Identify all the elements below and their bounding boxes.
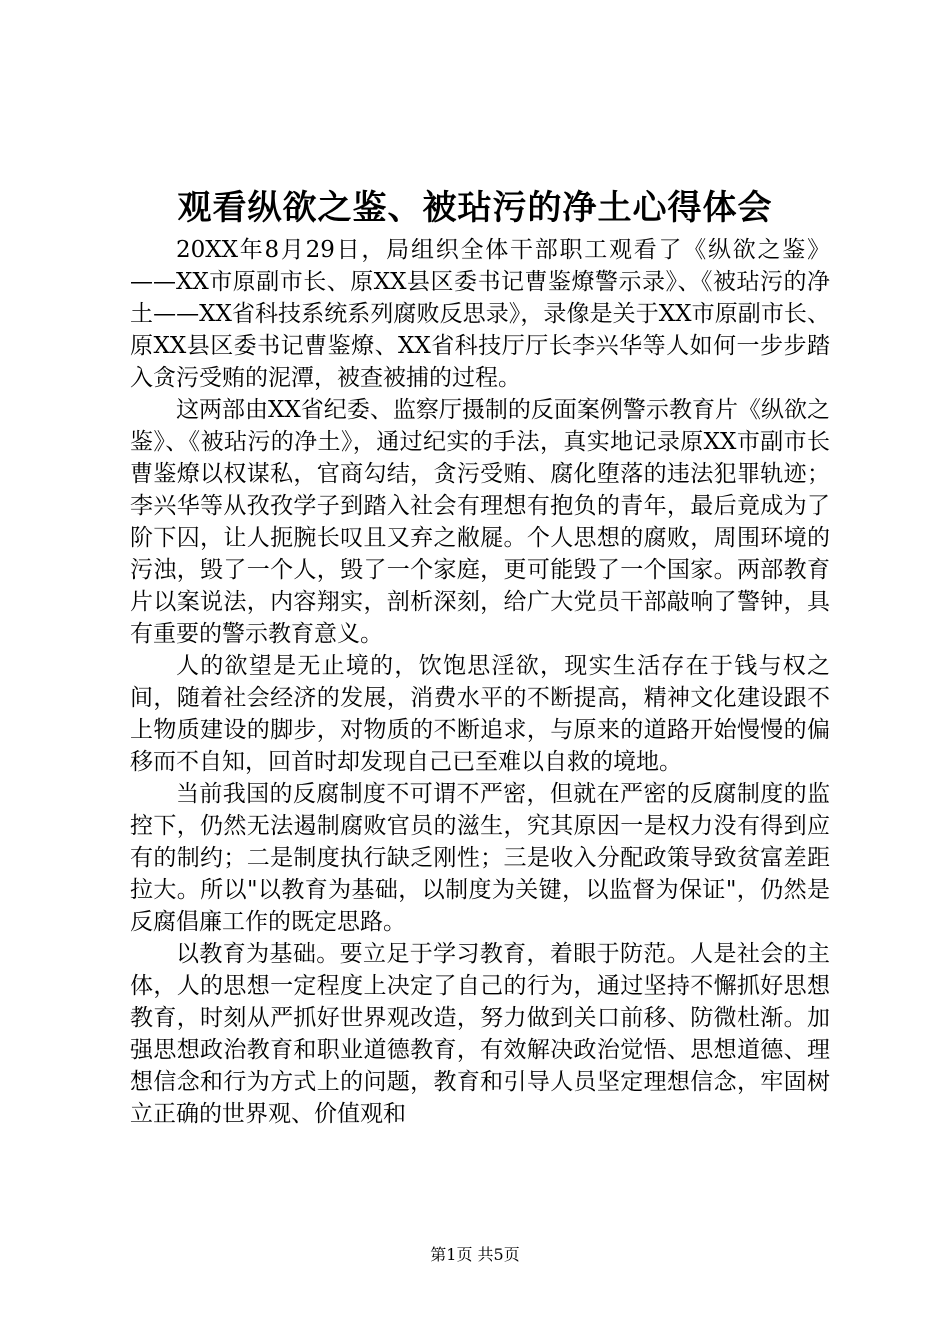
document-title: 观看纵欲之鉴、被玷污的净土心得体会 — [177, 188, 773, 228]
paragraph-3: 人的欲望是无止境的，饮饱思淫欲，现实生活存在于钱与权之间，随着社会经济的发展，消费水平的不断提高，精神文化建设跟不上物质建设的脚步，对物质的不断追求，与原来的道路开始慢慢的偏移而不自知，回首时却发现自己已至难以自救的境地。 — [130, 653, 830, 775]
paragraph-4: 当前我国的反腐制度不可谓不严密，但就在严密的反腐制度的监控下，仍然无法遏制腐败官员的滋生，究其原因一是权力没有得到应有的制约；二是制度执行缺乏刚性；三是收入分配政策导致贫富差距拉大。所以"以教育为基础，以制度为关键，以监督为保证"，仍然是反腐倡廉工作的既定思路。 — [130, 781, 830, 935]
document-body — [130, 234, 830, 1130]
page-number-footer: 第1页 共5页 — [430, 1245, 520, 1264]
paragraph-1: 20XX年8月29日，局组织全体干部职工观看了《纵欲之鉴》——XX市原副市长、原XX县区委书记曹鉴燎警示录》、《被玷污的净土——XX省科技系统系列腐败反思录》，录像是关于XX市原副市长、原XX县区委书记曹鉴燎、XX省科技厅厅长李兴华等人如何一步步踏入贪污受贿的泥潭，被查被捕的过程。 — [130, 237, 830, 391]
paragraph-2: 这两部由XX省纪委、监察厅摄制的反面案例警示教育片《纵欲之鉴》、《被玷污的净土》，通过纪实的手法，真实地记录原XX市副市长曹鉴燎以权谋私，官商勾结，贪污受贿、腐化堕落的违法犯罪轨迹；李兴华等从孜孜学子到踏入社会有理想有抱负的青年，最后竟成为了阶下囚，让人扼腕长叹且又弃之敝屣。个人思想的腐败，周围环境的污浊，毁了一个人，毁了一个家庭，更可能毁了一个国家。两部教育片以案说法，内容翔实，剖析深刻，给广大党员干部敲响了警钟，具有重要的警示教育意义。 — [130, 397, 830, 647]
paragraph-5: 以教育为基础。要立足于学习教育，着眼于防范。人是社会的主体，人的思想一定程度上决定了自己的行为，通过坚持不懈抓好思想教育，时刻从严抓好世界观改造，努力做到关口前移、防微杜渐。加强思想政治教育和职业道德教育，有效解决政治觉悟、思想道德、理想信念和行为方式上的问题，教育和引导人员坚定理想信念，牢固树立正确的世界观、价值观和 — [130, 941, 830, 1127]
